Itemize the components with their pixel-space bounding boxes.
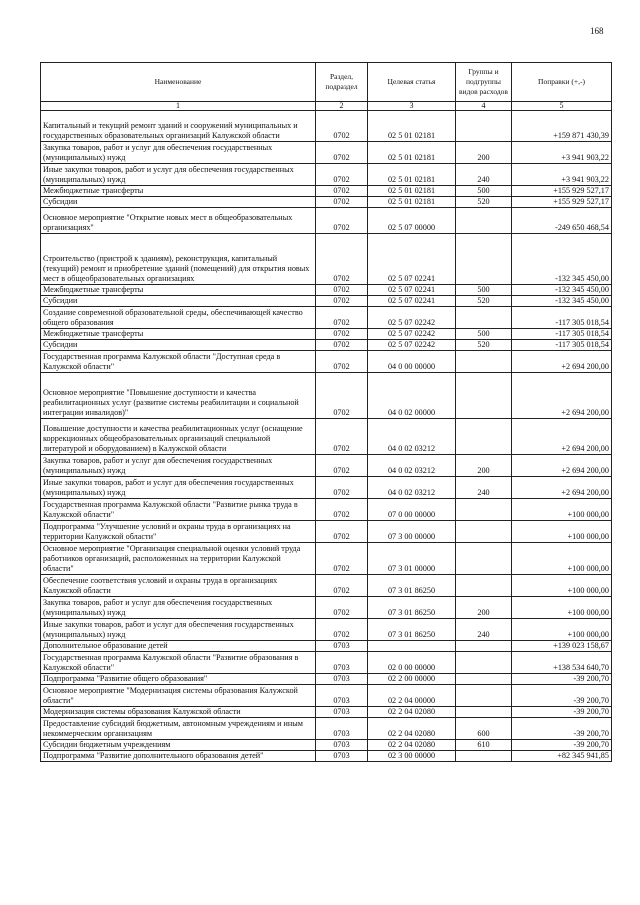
table-row — [41, 477, 612, 499]
row-section: 0702 — [316, 329, 368, 340]
row-amount: +82 345 941,85 — [512, 751, 612, 762]
row-section: 0702 — [316, 543, 368, 575]
table-row — [41, 373, 612, 419]
row-section: 0702 — [316, 142, 368, 164]
row-amount: +100 000,00 — [512, 619, 612, 641]
row-amount: +3 941 903,22 — [512, 164, 612, 186]
row-article: 07 3 01 00000 — [368, 543, 456, 575]
table-row — [41, 455, 612, 477]
table-row — [41, 208, 612, 234]
table-row — [41, 619, 612, 641]
row-article: 02 5 07 02241 — [368, 296, 456, 307]
row-name: Модернизация системы образования Калужской области — [41, 707, 316, 718]
column-number-row — [41, 102, 612, 111]
row-group — [456, 373, 512, 419]
row-article: 07 3 01 86250 — [368, 597, 456, 619]
row-group — [456, 307, 512, 329]
row-article: 07 3 01 86250 — [368, 575, 456, 597]
row-name: Основное мероприятие "Организация специальной оценки условий труда работников организаций, расположенных на территории Калужской области" — [41, 543, 316, 575]
row-section: 0703 — [316, 652, 368, 674]
row-name: Подпрограмма "Улучшение условий и охраны труда в организациях на территории Калужской области" — [41, 521, 316, 543]
row-group — [456, 674, 512, 685]
row-group — [456, 751, 512, 762]
table-row — [41, 575, 612, 597]
table-row — [41, 641, 612, 652]
table-row — [41, 351, 612, 373]
table-row — [41, 340, 612, 351]
row-amount: -132 345 450,00 — [512, 234, 612, 285]
row-section: 0703 — [316, 740, 368, 751]
row-article — [368, 641, 456, 652]
row-group: 240 — [456, 619, 512, 641]
row-section: 0702 — [316, 296, 368, 307]
budget-amendments-table — [40, 62, 612, 762]
row-section: 0702 — [316, 619, 368, 641]
row-amount: -117 305 018,54 — [512, 329, 612, 340]
row-name: Закупка товаров, работ и услуг для обеспечения государственных (муниципальных) нужд — [41, 455, 316, 477]
row-name: Иные закупки товаров, работ и услуг для обеспечения государственных (муниципальных) нужд — [41, 164, 316, 186]
row-name: Предоставление субсидий бюджетным, автономным учреждениям и иным некоммерческим организациям — [41, 718, 316, 740]
row-article: 07 3 01 86250 — [368, 619, 456, 641]
header-name: Наименование — [41, 63, 316, 102]
table-row — [41, 285, 612, 296]
row-group — [456, 575, 512, 597]
row-group — [456, 419, 512, 455]
row-amount: -39 200,70 — [512, 685, 612, 707]
row-section: 0703 — [316, 641, 368, 652]
row-name: Основное мероприятие "Повышение доступности и качества реабилитационных услуг (развитие системы реабилитации и социальной интеграции инвалидов)" — [41, 373, 316, 419]
table-row — [41, 164, 612, 186]
row-section: 0702 — [316, 164, 368, 186]
row-group: 200 — [456, 597, 512, 619]
header-amendments: Поправки (+,-) — [512, 63, 612, 102]
row-amount: -39 200,70 — [512, 740, 612, 751]
row-article: 02 5 07 02242 — [368, 329, 456, 340]
row-amount: +2 694 200,00 — [512, 373, 612, 419]
row-article: 02 2 04 00000 — [368, 685, 456, 707]
row-section: 0702 — [316, 197, 368, 208]
row-name: Субсидии — [41, 340, 316, 351]
row-section: 0702 — [316, 521, 368, 543]
row-amount: +159 871 430,39 — [512, 111, 612, 142]
row-name: Иные закупки товаров, работ и услуг для обеспечения государственных (муниципальных) нужд — [41, 477, 316, 499]
row-amount: +3 941 903,22 — [512, 142, 612, 164]
row-group: 200 — [456, 455, 512, 477]
row-article: 02 5 01 02181 — [368, 197, 456, 208]
col-number: 5 — [512, 102, 612, 111]
row-name: Межбюджетные трансферты — [41, 329, 316, 340]
row-name: Межбюджетные трансферты — [41, 285, 316, 296]
row-amount: -117 305 018,54 — [512, 340, 612, 351]
header-groups: Группы и подгруппы видов расходов — [456, 63, 512, 102]
row-group: 200 — [456, 142, 512, 164]
row-amount: -132 345 450,00 — [512, 296, 612, 307]
table-row — [41, 685, 612, 707]
row-article: 02 5 01 02181 — [368, 111, 456, 142]
row-article: 02 2 00 00000 — [368, 674, 456, 685]
row-article: 02 2 04 02080 — [368, 718, 456, 740]
col-number: 3 — [368, 102, 456, 111]
row-name: Создание современной образовательной среды, обеспечивающей качество общего образования — [41, 307, 316, 329]
row-group — [456, 707, 512, 718]
row-amount: +2 694 200,00 — [512, 477, 612, 499]
col-number: 1 — [41, 102, 316, 111]
row-section: 0702 — [316, 111, 368, 142]
row-section: 0702 — [316, 234, 368, 285]
row-group: 500 — [456, 329, 512, 340]
row-group: 240 — [456, 164, 512, 186]
row-name: Межбюджетные трансферты — [41, 186, 316, 197]
row-amount: +100 000,00 — [512, 597, 612, 619]
table-row — [41, 751, 612, 762]
header-article: Целевая статья — [368, 63, 456, 102]
row-group: 520 — [456, 296, 512, 307]
row-section: 0703 — [316, 674, 368, 685]
table-row — [41, 142, 612, 164]
table-row — [41, 597, 612, 619]
table-header-row — [41, 63, 612, 102]
table-row — [41, 111, 612, 142]
row-group: 500 — [456, 285, 512, 296]
table-row — [41, 707, 612, 718]
row-amount: -117 305 018,54 — [512, 307, 612, 329]
row-group — [456, 521, 512, 543]
row-article: 04 0 02 03212 — [368, 477, 456, 499]
row-article: 02 5 07 02242 — [368, 340, 456, 351]
header-section: Раздел, подраздел — [316, 63, 368, 102]
row-group: 520 — [456, 197, 512, 208]
row-section: 0702 — [316, 307, 368, 329]
row-group — [456, 234, 512, 285]
row-name: Обеспечение соответствия условий и охраны труда в организациях Калужской области — [41, 575, 316, 597]
row-group — [456, 543, 512, 575]
row-name: Строительство (пристрой к зданиям), реконструкция, капитальный (текущий) ремонт и приобретение зданий (помещений) для открытия новых мест в общеобразовательных организациях — [41, 234, 316, 285]
row-name: Основное мероприятие "Открытие новых мест в общеобразовательных организациях" — [41, 208, 316, 234]
row-article: 04 0 02 03212 — [368, 455, 456, 477]
row-name: Государственная программа Калужской области "Доступная среда в Калужской области" — [41, 351, 316, 373]
row-article: 02 5 07 02242 — [368, 307, 456, 329]
row-article: 02 5 01 02181 — [368, 164, 456, 186]
row-article: 04 0 02 03212 — [368, 419, 456, 455]
table-row — [41, 234, 612, 285]
row-amount: +155 929 527,17 — [512, 197, 612, 208]
row-article: 04 0 00 00000 — [368, 351, 456, 373]
row-name: Повышение доступности и качества реабилитационных услуг (оснащение коррекционных общеобразовательных организаций специальной литературой и оборудованием) в Калужской области — [41, 419, 316, 455]
row-name: Субсидии — [41, 197, 316, 208]
row-amount: +100 000,00 — [512, 499, 612, 521]
row-group: 520 — [456, 340, 512, 351]
row-article: 02 5 01 02181 — [368, 186, 456, 197]
row-amount: -249 650 468,54 — [512, 208, 612, 234]
row-group: 500 — [456, 186, 512, 197]
col-number: 2 — [316, 102, 368, 111]
row-name: Подпрограмма "Развитие дополнительного образования детей" — [41, 751, 316, 762]
table-row — [41, 674, 612, 685]
row-amount: +2 694 200,00 — [512, 419, 612, 455]
row-article: 02 5 01 02181 — [368, 142, 456, 164]
row-article: 04 0 02 00000 — [368, 373, 456, 419]
row-section: 0703 — [316, 707, 368, 718]
row-group — [456, 111, 512, 142]
row-name: Дополнительное образование детей — [41, 641, 316, 652]
row-name: Государственная программа Калужской области "Развитие образования в Калужской области" — [41, 652, 316, 674]
table-row — [41, 186, 612, 197]
row-name: Подпрограмма "Развитие общего образования" — [41, 674, 316, 685]
row-section: 0702 — [316, 340, 368, 351]
row-article: 02 2 04 02080 — [368, 707, 456, 718]
row-name: Субсидии — [41, 296, 316, 307]
row-group — [456, 641, 512, 652]
table-row — [41, 197, 612, 208]
row-article: 07 0 00 00000 — [368, 499, 456, 521]
row-section: 0702 — [316, 575, 368, 597]
table-row — [41, 419, 612, 455]
table-row — [41, 307, 612, 329]
row-name: Иные закупки товаров, работ и услуг для обеспечения государственных (муниципальных) нужд — [41, 619, 316, 641]
row-name: Государственная программа Калужской области "Развитие рынка труда в Калужской области" — [41, 499, 316, 521]
row-section: 0702 — [316, 373, 368, 419]
row-name: Закупка товаров, работ и услуг для обеспечения государственных (муниципальных) нужд — [41, 142, 316, 164]
table-row — [41, 543, 612, 575]
row-section: 0702 — [316, 477, 368, 499]
row-group — [456, 652, 512, 674]
row-name: Основное мероприятие "Модернизация системы образования Калужской области" — [41, 685, 316, 707]
row-amount: +139 023 158,67 — [512, 641, 612, 652]
row-section: 0703 — [316, 751, 368, 762]
row-name: Субсидии бюджетным учреждениям — [41, 740, 316, 751]
row-amount: +2 694 200,00 — [512, 455, 612, 477]
row-section: 0702 — [316, 597, 368, 619]
row-name: Закупка товаров, работ и услуг для обеспечения государственных (муниципальных) нужд — [41, 597, 316, 619]
row-article: 02 3 00 00000 — [368, 751, 456, 762]
row-amount: +100 000,00 — [512, 543, 612, 575]
row-amount: +2 694 200,00 — [512, 351, 612, 373]
table-row — [41, 329, 612, 340]
row-amount: -39 200,70 — [512, 707, 612, 718]
row-article: 02 5 07 02241 — [368, 234, 456, 285]
row-group — [456, 351, 512, 373]
table-row — [41, 521, 612, 543]
row-section: 0702 — [316, 455, 368, 477]
col-number: 4 — [456, 102, 512, 111]
row-amount: +138 534 640,70 — [512, 652, 612, 674]
page-number: 168 — [590, 26, 604, 36]
row-article: 02 5 07 00000 — [368, 208, 456, 234]
row-amount: -39 200,70 — [512, 718, 612, 740]
table-row — [41, 740, 612, 751]
row-group: 240 — [456, 477, 512, 499]
row-article: 02 5 07 02241 — [368, 285, 456, 296]
row-name: Капитальный и текущий ремонт зданий и сооружений муниципальных и государственных образовательных организаций Калужской области — [41, 111, 316, 142]
table-row — [41, 718, 612, 740]
row-section: 0703 — [316, 685, 368, 707]
row-section: 0702 — [316, 499, 368, 521]
row-article: 02 2 04 02080 — [368, 740, 456, 751]
row-section: 0703 — [316, 718, 368, 740]
row-group: 610 — [456, 740, 512, 751]
row-section: 0702 — [316, 351, 368, 373]
row-section: 0702 — [316, 285, 368, 296]
table-row — [41, 652, 612, 674]
row-amount: -39 200,70 — [512, 674, 612, 685]
row-section: 0702 — [316, 186, 368, 197]
row-amount: +100 000,00 — [512, 575, 612, 597]
table-row — [41, 499, 612, 521]
row-group: 600 — [456, 718, 512, 740]
row-group — [456, 685, 512, 707]
row-amount: -132 345 450,00 — [512, 285, 612, 296]
row-group — [456, 208, 512, 234]
row-article: 07 3 00 00000 — [368, 521, 456, 543]
row-section: 0702 — [316, 419, 368, 455]
row-article: 02 0 00 00000 — [368, 652, 456, 674]
row-amount: +100 000,00 — [512, 521, 612, 543]
row-amount: +155 929 527,17 — [512, 186, 612, 197]
row-section: 0702 — [316, 208, 368, 234]
table-row — [41, 296, 612, 307]
row-group — [456, 499, 512, 521]
